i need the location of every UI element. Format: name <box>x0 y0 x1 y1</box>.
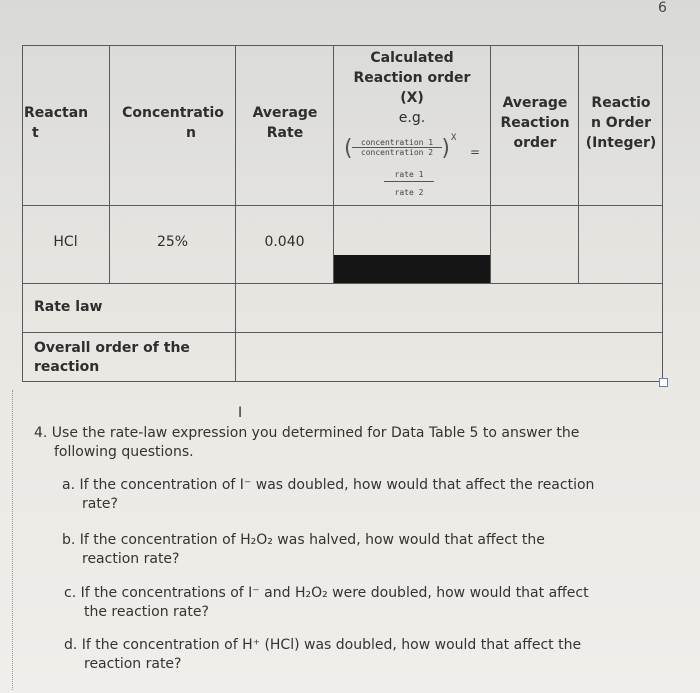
header-concentration <box>112 103 234 143</box>
row-reactant: HCl <box>53 234 78 250</box>
question-a-line2: rate? <box>82 496 118 512</box>
question-c-line1: c. If the concentrations of I⁻ and H₂O₂ were doubled, how would that affect <box>64 585 589 601</box>
header-concentration-line2: n <box>186 125 196 141</box>
question-c <box>64 584 589 622</box>
right-paren-icon: ) <box>441 136 450 161</box>
question-d <box>64 636 581 674</box>
question-b <box>62 531 545 569</box>
header-average-rate <box>237 103 333 143</box>
overall-order-line2: reaction <box>34 359 100 375</box>
header-calc-eg: e.g. <box>398 110 426 126</box>
header-calculated-order <box>334 48 490 128</box>
rate-law-label: Rate law <box>34 299 103 315</box>
header-concentration-line1: Concentratio <box>122 105 224 121</box>
left-paren-icon: ( <box>344 136 353 161</box>
question-4-line1: 4. Use the rate-law expression you determined for Data Table 5 to answer the <box>34 425 580 441</box>
row-average-rate: 0.040 <box>264 234 305 250</box>
header-calc-line2: Reaction order <box>353 70 471 86</box>
eg-numerator: concentration 1 <box>352 138 442 148</box>
question-d-line2: reaction rate? <box>84 656 182 672</box>
header-calc-line3: (X) <box>400 90 424 106</box>
data-table <box>22 45 663 382</box>
eg-equals: = <box>470 145 481 159</box>
eg-rate2: rate 2 <box>394 188 424 197</box>
header-average-rate-line2: Rate <box>266 125 304 141</box>
header-int-order-line1: Reactio <box>591 95 651 111</box>
header-reactant-line1: Reactan <box>24 105 89 121</box>
redacted-block <box>334 255 490 283</box>
header-avg-order-line2: Reaction <box>500 115 570 131</box>
question-4 <box>34 424 579 462</box>
header-integer-order <box>580 93 662 153</box>
overall-order-line1: Overall order of the <box>34 340 190 356</box>
eg-exponent: X <box>451 133 457 143</box>
eg-formula <box>344 136 450 161</box>
header-int-order-line3: (Integer) <box>585 135 657 151</box>
resize-handle-icon[interactable] <box>659 378 668 387</box>
eg-denominator: concentration 2 <box>360 148 434 157</box>
question-b-line1: b. If the concentration of H₂O₂ was halved, how would that affect the <box>62 532 545 548</box>
question-a-line1: a. If the concentration of I⁻ was doubled, how would that affect the reaction <box>62 477 595 493</box>
eg-rate-fraction <box>384 170 434 197</box>
header-average-rate-line1: Average <box>252 105 318 121</box>
eg-rate1: rate 1 <box>384 170 434 182</box>
question-d-line1: d. If the concentration of H⁺ (HCl) was doubled, how would that affect the <box>64 637 582 653</box>
header-avg-order-line3: order <box>513 135 557 151</box>
header-calc-line1: Calculated <box>370 50 454 66</box>
question-c-line2: the reaction rate? <box>84 604 209 620</box>
question-b-line2: reaction rate? <box>82 551 180 567</box>
page-number: 6 <box>658 0 667 16</box>
overall-order-label <box>34 339 190 377</box>
header-reactant <box>24 103 108 143</box>
header-avg-order-line1: Average <box>502 95 568 111</box>
header-average-order <box>492 93 578 153</box>
text-cursor-icon: I <box>238 405 243 421</box>
header-reactant-line2: t <box>32 125 39 141</box>
header-int-order-line2: n Order <box>590 115 652 131</box>
row-concentration: 25% <box>156 234 189 250</box>
margin-guide <box>12 390 14 690</box>
question-a <box>62 476 594 514</box>
question-4-line2: following questions. <box>54 444 194 460</box>
